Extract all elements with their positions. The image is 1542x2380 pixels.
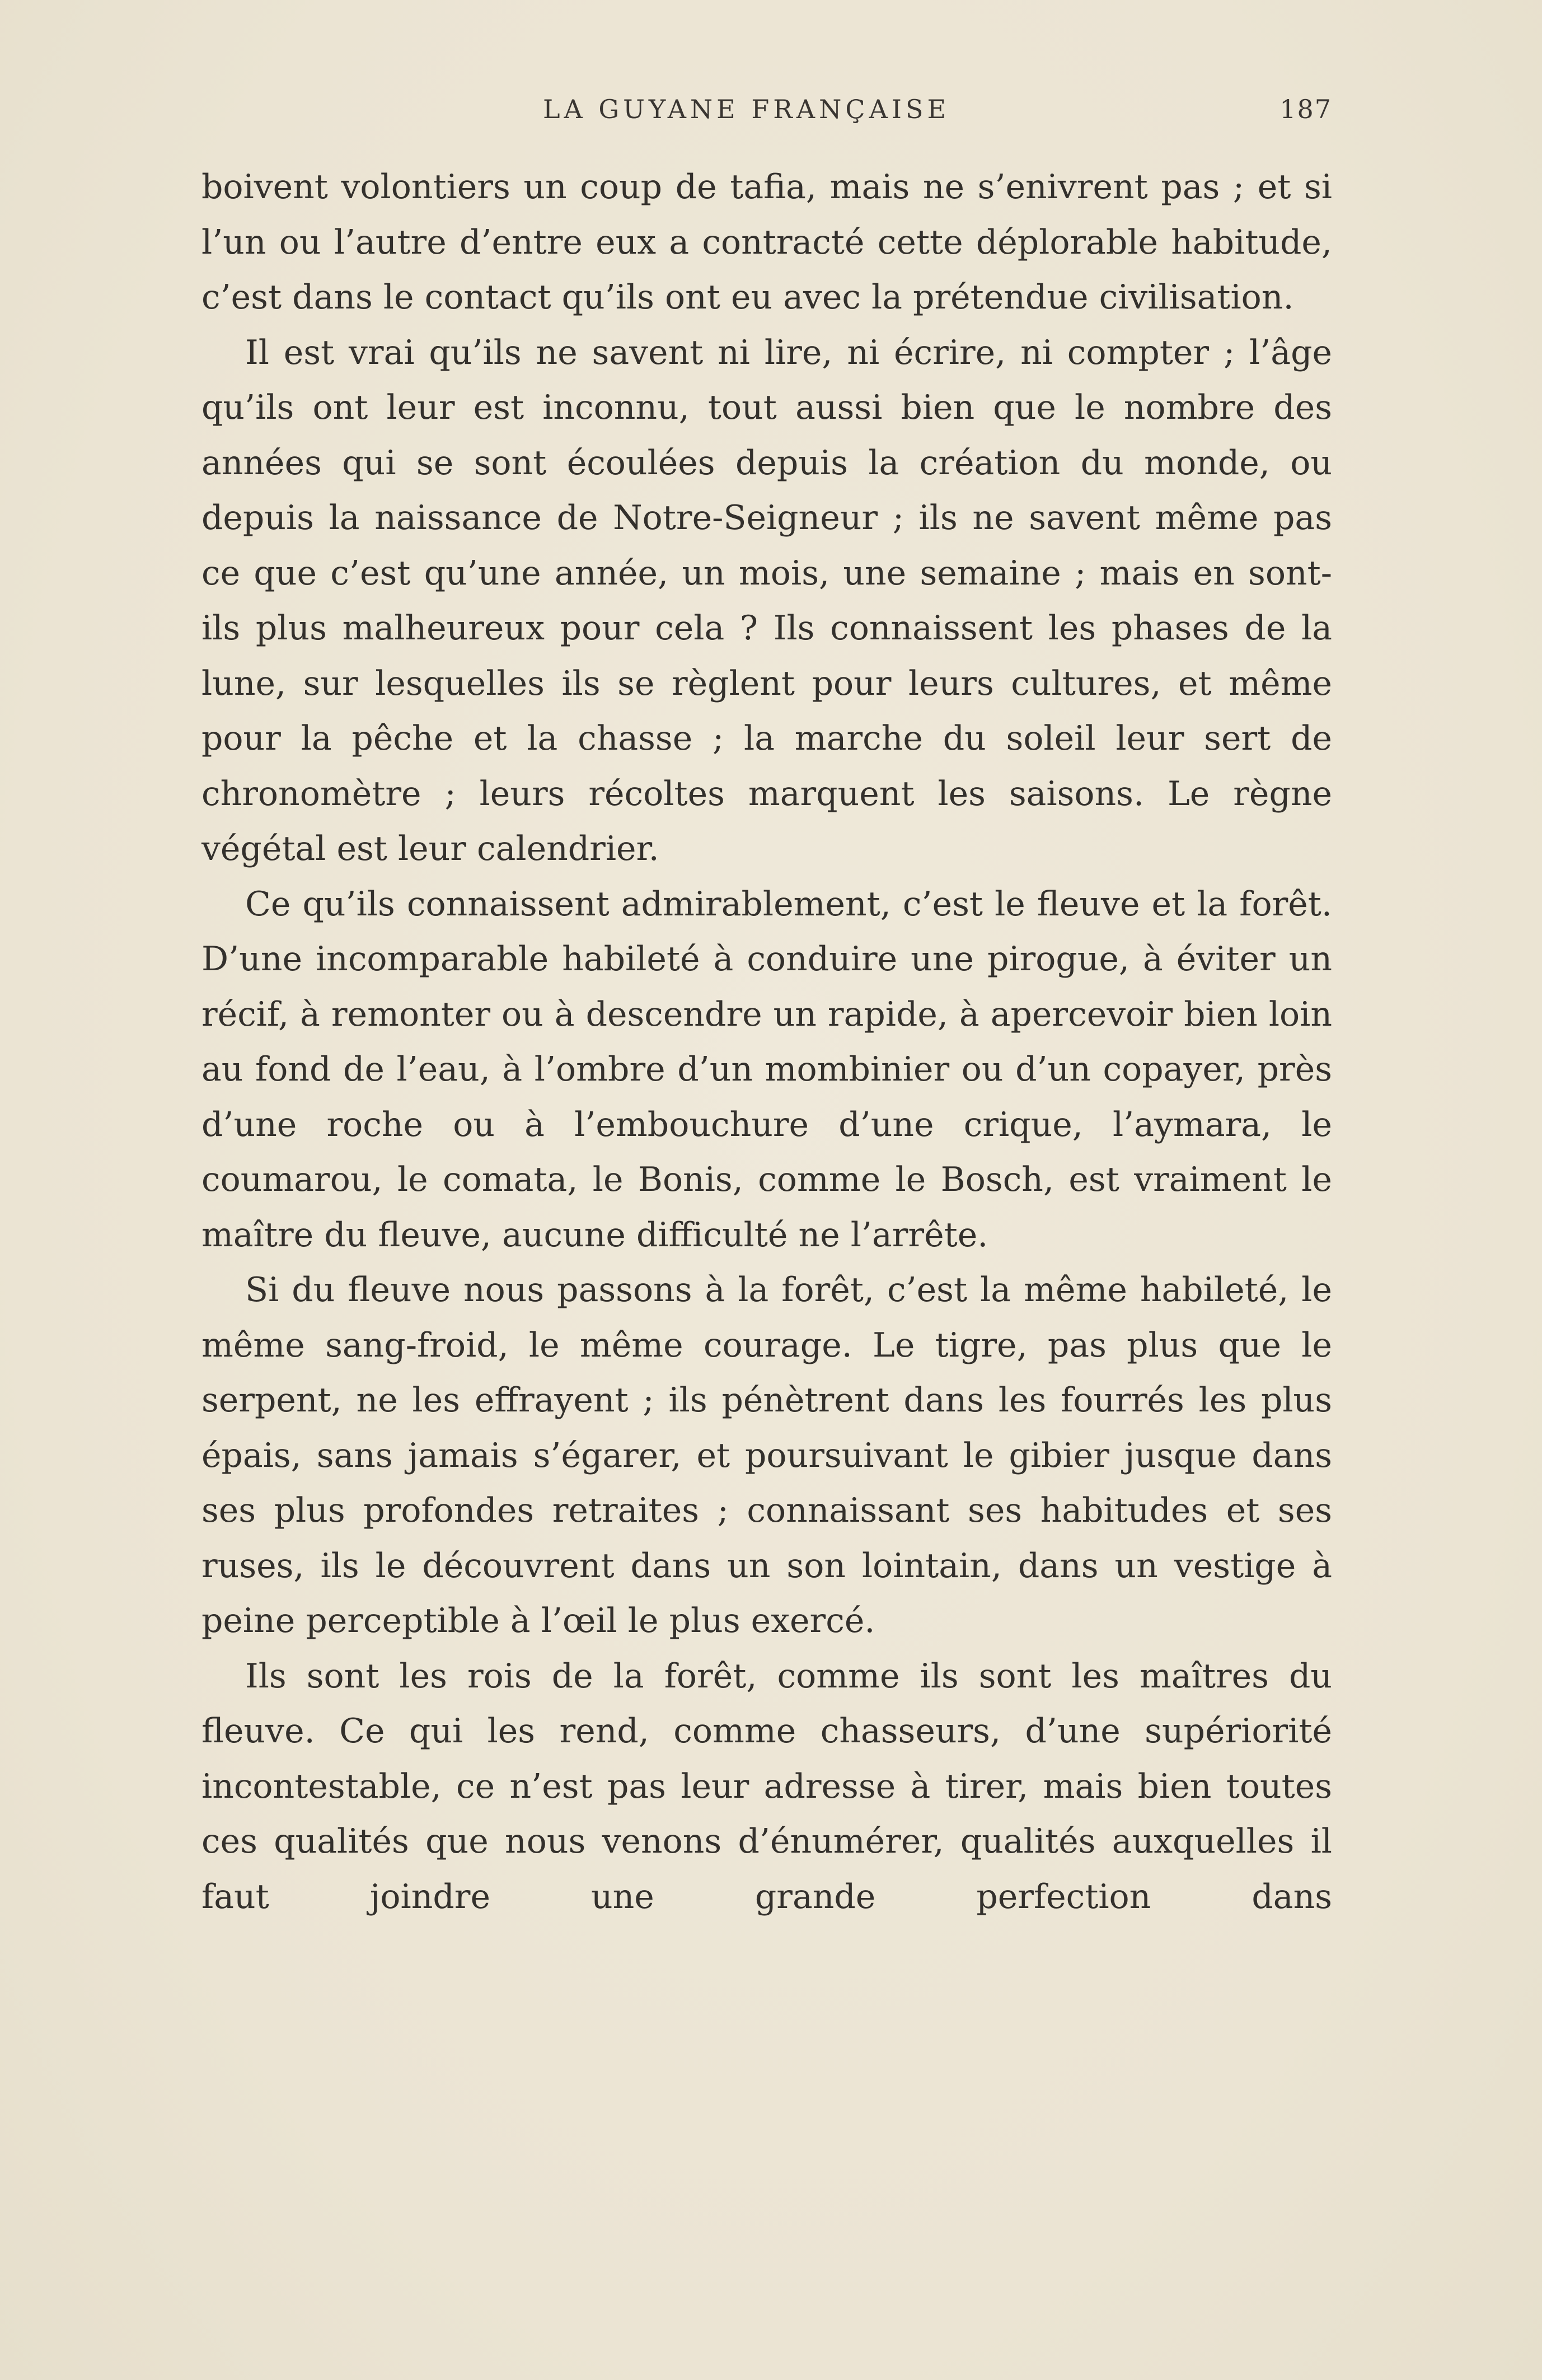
- paragraph: Ce qu’ils connaissent admirablement, c’est le fleuve et la forêt. D’une incomparable habileté à conduire une pirogue, à éviter un récif, à remonter ou à descendre un rapide, à apercevoir bien loin au fond de l’eau, à l’ombre d’un mombinier ou d’un copayer, près d’une roche ou à l’embouchure d’une crique, l’aymara, le coumarou, le comata, le Bonis, comme le Bosch, est vraiment le maître du fleuve, aucune difficulté ne l’arrête.: [201, 884, 1332, 1255]
- body-text: [201, 160, 1332, 1924]
- page-number: 187: [1279, 94, 1332, 124]
- paragraph: boivent volontiers un coup de tafia, mais ne s’enivrent pas ; et si l’un ou l’autre d’entre eux a contracté cette déplorable habitude, c’est dans le contact qu’ils ont eu avec la prétendue civilisation.: [201, 167, 1332, 317]
- running-head: [201, 94, 1332, 133]
- paragraph: Si du fleuve nous passons à la forêt, c’est la même habileté, le même sang-froid, le même courage. Le tigre, pas plus que le serpent, ne les effrayent ; ils pénètrent dans les fourrés les plus épais, sans jamais s’égarer, et poursuivant le gibier jusque dans ses plus profondes retraites ; connaissant ses habitudes et ses ruses, ils le découvrent dans un son lointain, dans un vestige à peine perceptible à l’œil le plus exercé.: [201, 1270, 1332, 1640]
- running-title: LA GUYANE FRANÇAISE: [543, 94, 950, 124]
- paragraph: Il est vrai qu’ils ne savent ni lire, ni écrire, ni compter ; l’âge qu’ils ont leur est inconnu, tout aussi bien que le nombre des années qui se sont écoulées depuis la création du monde, ou depuis la naissance de Notre-Seigneur ; ils ne savent même pas ce que c’est qu’une année, un mois, une semaine ; mais en sont-ils plus malheureux pour cela ? Ils connaissent les phases de la lune, sur lesquelles ils se règlent pour leurs cultures, et même pour la pêche et la chasse ; la marche du soleil leur sert de chronomètre ; leurs récoltes marquent les saisons. Le règne végétal est leur calendrier.: [201, 333, 1332, 868]
- paragraph: Ils sont les rois de la forêt, comme ils sont les maîtres du fleuve. Ce qui les rend, comme chasseurs, d’une supériorité incontestable, ce n’est pas leur adresse à tirer, mais bien toutes ces qualités que nous venons d’énumérer, qualités auxquelles il faut joindre une grande perfection dans: [201, 1656, 1332, 1916]
